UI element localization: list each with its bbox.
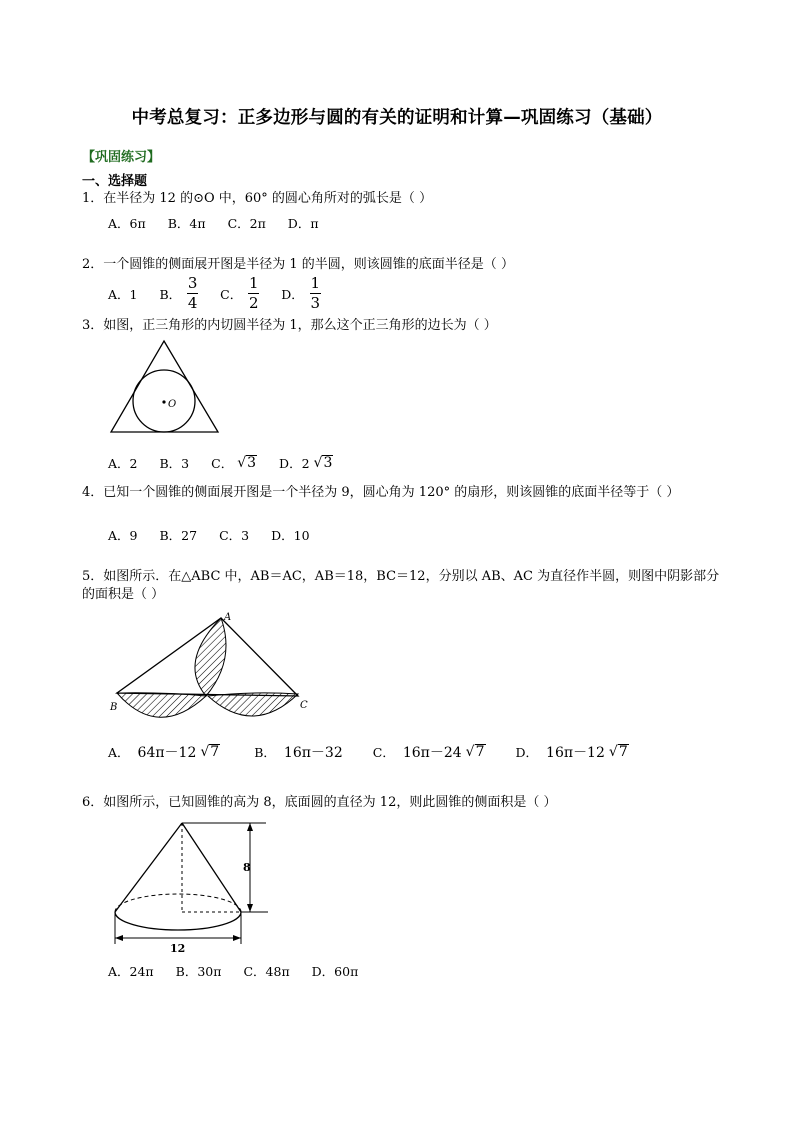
option-d: D． $\frac{1}{3}$ xyxy=(281,274,321,312)
sqrt: √ 3 xyxy=(313,455,333,471)
option-d: D． 16π－12 √ 7 xyxy=(515,744,628,761)
option-c: C．2π xyxy=(227,216,266,231)
question-4-options xyxy=(108,526,332,544)
semicircles-figure xyxy=(108,612,318,722)
vertex-label-b: B xyxy=(110,702,118,713)
question-1: 1．在半径为 12 的⊙O 中，60° 的圆心角所对的弧长是（ ） xyxy=(82,191,433,206)
cone-figure xyxy=(108,818,273,958)
option-b: B．30π xyxy=(175,964,222,979)
sqrt: √ 7 xyxy=(200,744,220,760)
option-a: A． 64π－12 √ 7 xyxy=(108,744,220,761)
option-b: B．4π xyxy=(167,216,206,231)
section-heading: 一、选择题 xyxy=(82,174,148,189)
question-5: 5．如图所示．在△ABC 中，AB＝AC，AB＝18，BC＝12，分别以 AB、AC 为直径作半圆，则图中阴影部分的面积是（ ） xyxy=(82,569,720,602)
diameter-label: 12 xyxy=(170,942,186,955)
question-6-options xyxy=(108,962,380,980)
option-d: D．60π xyxy=(311,964,359,979)
option-a: A．24π xyxy=(108,964,154,979)
sqrt: √ 3 xyxy=(237,455,257,471)
height-label: 8 xyxy=(243,861,251,874)
question-6: 6．如图所示，已知圆锥的高为 8，底面圆的直径为 12，则此圆锥的侧面积是（ ） xyxy=(82,795,557,810)
option-a: A．9 xyxy=(108,528,138,543)
option-c: C．48π xyxy=(243,964,290,979)
question-4: 4．已知一个圆锥的侧面展开图是一个半径为 9，圆心角为 120° 的扇形，则该圆锥的底面半径等于（ ） xyxy=(82,485,680,500)
center-label: O xyxy=(168,399,177,410)
vertex-label-a: A xyxy=(224,612,232,623)
option-d: D．10 xyxy=(271,528,310,543)
option-c: C．3 xyxy=(219,528,250,543)
question-2-options xyxy=(108,276,343,311)
option-c: C． $\frac{1}{2}$ xyxy=(220,274,259,312)
option-b: B． $\frac{3}{4}$ xyxy=(159,274,198,312)
triangle-incircle-figure xyxy=(108,339,220,435)
question-2: 2．一个圆锥的侧面展开图是半径为 1 的半圆，则该圆锥的底面半径是（ ） xyxy=(82,257,514,272)
question-3-options xyxy=(108,454,355,472)
sqrt: √ 7 xyxy=(608,744,628,760)
question-5-options xyxy=(108,742,651,762)
option-a: A．6π xyxy=(108,216,146,231)
option-c: C． √ 3 xyxy=(211,455,257,471)
option-c: C． 16π－24 √ 7 xyxy=(372,744,485,761)
option-b: B．27 xyxy=(159,528,198,543)
section-tag: 【巩固练习】 xyxy=(82,150,161,165)
option-d: D．π xyxy=(287,216,319,231)
sqrt: √ 7 xyxy=(465,744,485,760)
fraction: $\frac{1}{3}$ xyxy=(310,274,321,312)
page-title: 中考总复习：正多边形与圆的有关的证明和计算—巩固练习（基础） xyxy=(131,108,663,128)
question-3: 3．如图，正三角形的内切圆半径为 1，那么这个正三角形的边长为（ ） xyxy=(82,318,497,333)
fraction: $\frac{1}{2}$ xyxy=(248,274,259,312)
option-d: D．2 √ 3 xyxy=(279,455,333,471)
option-b: B． 16π－32 xyxy=(254,745,343,761)
vertex-label-c: C xyxy=(300,700,308,711)
fraction: $\frac{3}{4}$ xyxy=(187,274,198,312)
question-1-options xyxy=(108,214,341,232)
option-a: A．1 xyxy=(108,286,138,302)
option-b: B．3 xyxy=(159,456,190,471)
option-a: A．2 xyxy=(108,456,138,471)
